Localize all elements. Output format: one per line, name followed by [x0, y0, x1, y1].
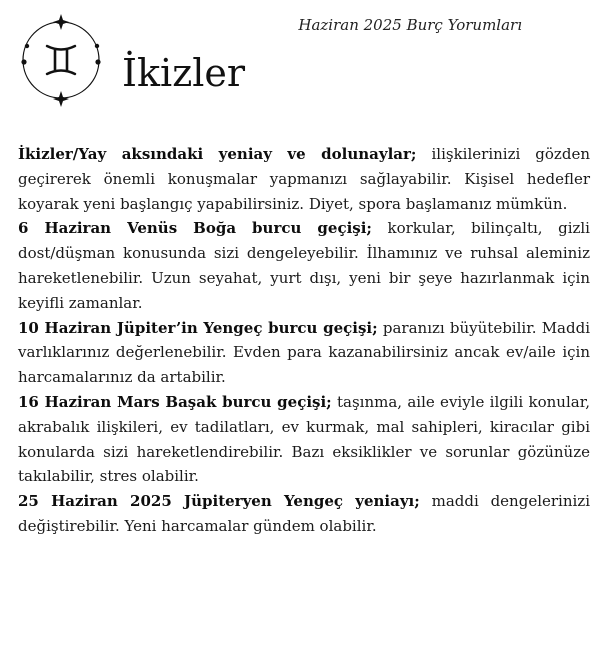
paragraph-body: ilişkilerinizi gözden geçirerek önemli konuşmalar yapmanızı sağlayabilir. Kişisel hedefler koyarak yeni başlangıç yapabilirsiniz. Diyet, spora başlamanız mümkün.	[18, 145, 590, 213]
paragraph-venus-taurus	[18, 216, 590, 315]
paragraph-body: maddi dengelerinizi değiştirebilir. Yeni harcamalar gündem olabilir.	[18, 492, 590, 535]
paragraph-body: taşınma, aile eviyle ilgili konular, akrabalık ilişkileri, ev tadilatları, ev kurmak, mal sahipleri, kiracılar gibi konularda sizi hareketlendirebilir. Bazı eksiklikler ve sorunlar gözünüze takılabilir, stres olabilir.	[18, 392, 590, 486]
paragraph-body: paranızı büyütebilir. Maddi varlıklarınız değerlenebilir. Evden para kazanabilirsiniz ancak ev/aile için harcamalarınız da artabilir.	[18, 318, 590, 387]
header-caption: Haziran 2025 Burç Yorumları	[298, 16, 522, 34]
paragraph-heading: 25 Haziran 2025 Jüpiteryen Yengeç yeniayı;	[18, 492, 420, 511]
gemini-zodiac-icon	[14, 12, 110, 110]
paragraph-heading: 10 Haziran Jüpiter’in Yengeç burcu geçişi;	[18, 318, 378, 337]
horoscope-article	[18, 142, 590, 539]
paragraph-body: korkular, bilinçaltı, gizli dost/düşman konusunda sizi dengeleyebilir. İlhamınız ve ruhsal aleminiz hareketlenebilir. Uzun seyahat, yurt dışı, yeni bir şeye hazırlanmak için keyifli zamanlar.	[18, 219, 590, 312]
page-title: İkizler	[122, 51, 246, 95]
paragraph-heading: 6 Haziran Venüs Boğa burcu geçişi;	[18, 219, 372, 238]
paragraph-new-moon	[18, 489, 590, 539]
paragraph-mars-virgo	[18, 390, 590, 489]
paragraph-heading: 16 Haziran Mars Başak burcu geçişi;	[18, 392, 332, 411]
paragraph-heading: İkizler/Yay aksındaki yeniay ve dolunaylar;	[18, 145, 417, 163]
paragraph-jupiter-cancer	[18, 316, 590, 390]
paragraph-eclipse-axis	[18, 142, 590, 216]
